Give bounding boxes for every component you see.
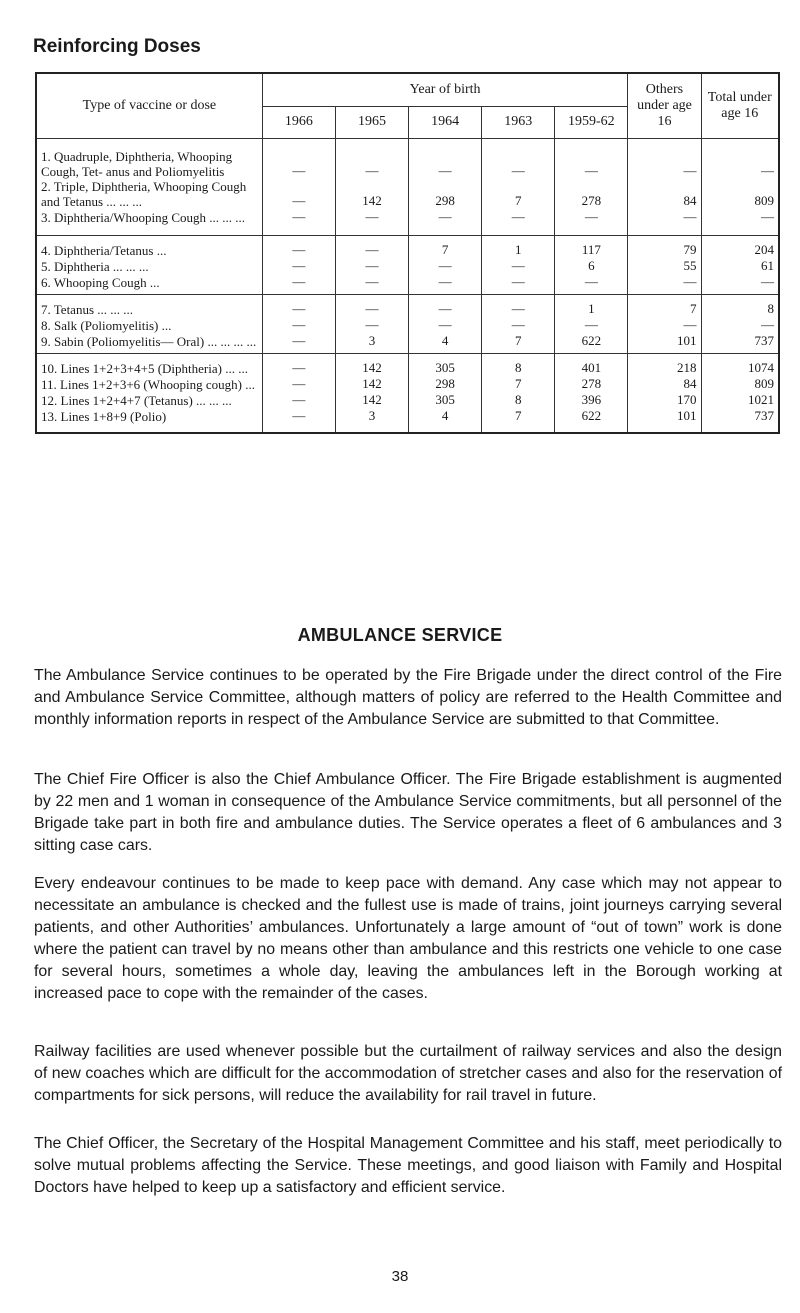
year-cell: — bbox=[262, 179, 335, 209]
others-cell: — bbox=[628, 317, 701, 333]
table-row bbox=[36, 294, 779, 317]
year-cell: — bbox=[409, 258, 482, 274]
year-cell: — bbox=[262, 209, 335, 236]
year-cell: — bbox=[409, 209, 482, 236]
year-cell: — bbox=[335, 294, 408, 317]
table-row bbox=[36, 209, 779, 236]
year-cell: 305 bbox=[409, 392, 482, 408]
table-row bbox=[36, 333, 779, 354]
year-cell: 8 bbox=[482, 353, 555, 376]
year-cell: 7 bbox=[482, 408, 555, 433]
row-label: 12. Lines 1+2+4+7 (Tetanus) ... ... ... bbox=[36, 392, 262, 408]
year-cell: — bbox=[262, 317, 335, 333]
total-cell: — bbox=[701, 138, 779, 179]
row-label: 7. Tetanus ... ... ... bbox=[36, 294, 262, 317]
col-header-year-of-birth: Year of birth bbox=[262, 73, 628, 106]
total-cell: 8 bbox=[701, 294, 779, 317]
others-cell: — bbox=[628, 274, 701, 295]
col-header-others: Others under age 16 bbox=[628, 73, 701, 138]
row-label: 11. Lines 1+2+3+6 (Whooping cough) ... bbox=[36, 376, 262, 392]
year-cell: 117 bbox=[555, 235, 628, 258]
year-cell: — bbox=[335, 235, 408, 258]
year-cell: — bbox=[555, 274, 628, 295]
year-cell: 142 bbox=[335, 376, 408, 392]
table-row bbox=[36, 235, 779, 258]
table-row bbox=[36, 274, 779, 295]
table-row bbox=[36, 392, 779, 408]
col-header-year: 1965 bbox=[335, 106, 408, 138]
paragraph: Every endeavour continues to be made to keep pace with demand. Any case which may not appear to necessitate an ambulance is checked and the fullest use is made of trains, joint journeys carrying several patients, and other Authorities’ ambulances. Unfortunately a large amount of “out of town” work is done where the patient can travel by no means other than ambulance and this restricts one vehicle to one case for several hours, sometimes a whole day, leaving the ambulances left in the Borough working at increased pace to cope with the remainder of the cases. bbox=[34, 875, 782, 1002]
year-cell: 622 bbox=[555, 408, 628, 433]
col-header-total: Total under age 16 bbox=[701, 73, 779, 138]
others-cell: — bbox=[628, 138, 701, 179]
year-cell: 622 bbox=[555, 333, 628, 354]
section-title: AMBULANCE SERVICE bbox=[297, 625, 503, 645]
paragraph: Railway facilities are used whenever possible but the curtailment of railway services and also the design of new coaches which are difficult for the accommodation of stretcher cases and also for the reservation of compartments for sick persons, will reduce the availability for rail travel in future. bbox=[34, 1043, 782, 1104]
total-cell: 809 bbox=[701, 179, 779, 209]
year-cell: — bbox=[409, 317, 482, 333]
year-cell: 7 bbox=[482, 376, 555, 392]
year-cell: — bbox=[555, 209, 628, 236]
row-label: 13. Lines 1+8+9 (Polio) bbox=[36, 408, 262, 433]
page-heading: Reinforcing Doses bbox=[33, 36, 201, 57]
year-cell: 298 bbox=[409, 376, 482, 392]
year-cell: — bbox=[409, 274, 482, 295]
row-label: 6. Whooping Cough ... bbox=[36, 274, 262, 295]
table-row bbox=[36, 376, 779, 392]
year-cell: 396 bbox=[555, 392, 628, 408]
total-cell: 61 bbox=[701, 258, 779, 274]
year-cell: 8 bbox=[482, 392, 555, 408]
year-cell: 142 bbox=[335, 392, 408, 408]
year-cell: — bbox=[482, 294, 555, 317]
year-cell: — bbox=[335, 274, 408, 295]
year-cell: — bbox=[335, 258, 408, 274]
total-cell: — bbox=[701, 274, 779, 295]
paragraph: The Chief Officer, the Secretary of the Hospital Management Committee and his staff, meet periodically to solve mutual problems affecting the Service. These meetings, and good liaison with Family and Hospital Doctors have helped to keep up a satisfactory and efficient service. bbox=[34, 1135, 782, 1196]
year-cell: — bbox=[482, 258, 555, 274]
reinforcing-doses-table bbox=[35, 72, 780, 434]
table-row bbox=[36, 353, 779, 376]
year-cell: — bbox=[262, 392, 335, 408]
table-row bbox=[36, 408, 779, 433]
year-cell: — bbox=[335, 209, 408, 236]
year-cell: — bbox=[262, 333, 335, 354]
year-cell: 142 bbox=[335, 353, 408, 376]
year-cell: 3 bbox=[335, 333, 408, 354]
others-cell: 79 bbox=[628, 235, 701, 258]
row-label: 4. Diphtheria/Tetanus ... bbox=[36, 235, 262, 258]
year-cell: — bbox=[262, 408, 335, 433]
year-cell: 278 bbox=[555, 376, 628, 392]
year-cell: 401 bbox=[555, 353, 628, 376]
table-row bbox=[36, 179, 779, 209]
year-cell: — bbox=[262, 258, 335, 274]
col-header-type: Type of vaccine or dose bbox=[36, 73, 262, 138]
year-cell: 278 bbox=[555, 179, 628, 209]
year-cell: — bbox=[262, 376, 335, 392]
others-cell: 84 bbox=[628, 179, 701, 209]
others-cell: 55 bbox=[628, 258, 701, 274]
col-header-year: 1959-62 bbox=[555, 106, 628, 138]
others-cell: — bbox=[628, 209, 701, 236]
row-label: 9. Sabin (Poliomyelitis— Oral) ... ... ... ... bbox=[36, 333, 262, 354]
row-label: 1. Quadruple, Diphtheria, Whooping Cough, Tet- anus and Poliomyelitis bbox=[36, 138, 262, 179]
year-cell: — bbox=[482, 138, 555, 179]
others-cell: 218 bbox=[628, 353, 701, 376]
others-cell: 84 bbox=[628, 376, 701, 392]
year-cell: 142 bbox=[335, 179, 408, 209]
table-row bbox=[36, 317, 779, 333]
total-cell: 1021 bbox=[701, 392, 779, 408]
row-label: 5. Diphtheria ... ... ... bbox=[36, 258, 262, 274]
year-cell: — bbox=[555, 138, 628, 179]
year-cell: — bbox=[262, 294, 335, 317]
year-cell: 7 bbox=[409, 235, 482, 258]
table-row bbox=[36, 138, 779, 179]
year-cell: — bbox=[262, 138, 335, 179]
page-number: 38 bbox=[391, 1268, 409, 1285]
year-cell: — bbox=[335, 317, 408, 333]
year-cell: — bbox=[262, 274, 335, 295]
year-cell: 298 bbox=[409, 179, 482, 209]
year-cell: 4 bbox=[409, 408, 482, 433]
paragraph: The Ambulance Service continues to be operated by the Fire Brigade under the direct control of the Fire and Ambulance Service Committee, although matters of policy are referred to the Health Committee and monthly information reports in respect of the Ambulance Service are submitted to that Committee. bbox=[34, 667, 782, 728]
row-label: 8. Salk (Poliomyelitis) ... bbox=[36, 317, 262, 333]
year-cell: 3 bbox=[335, 408, 408, 433]
row-label: 10. Lines 1+2+3+4+5 (Diphtheria) ... ... bbox=[36, 353, 262, 376]
year-cell: — bbox=[262, 353, 335, 376]
year-cell: 6 bbox=[555, 258, 628, 274]
others-cell: 101 bbox=[628, 333, 701, 354]
total-cell: 737 bbox=[701, 408, 779, 433]
year-cell: — bbox=[262, 235, 335, 258]
year-cell: — bbox=[482, 317, 555, 333]
year-cell: 1 bbox=[482, 235, 555, 258]
total-cell: 809 bbox=[701, 376, 779, 392]
year-cell: — bbox=[555, 317, 628, 333]
year-cell: — bbox=[482, 274, 555, 295]
year-cell: — bbox=[409, 138, 482, 179]
year-cell: 4 bbox=[409, 333, 482, 354]
row-label: 3. Diphtheria/Whooping Cough ... ... ... bbox=[36, 209, 262, 236]
others-cell: 7 bbox=[628, 294, 701, 317]
table-row bbox=[36, 258, 779, 274]
year-cell: 7 bbox=[482, 179, 555, 209]
col-header-year: 1964 bbox=[409, 106, 482, 138]
year-cell: 305 bbox=[409, 353, 482, 376]
year-cell: — bbox=[482, 209, 555, 236]
year-cell: 1 bbox=[555, 294, 628, 317]
others-cell: 170 bbox=[628, 392, 701, 408]
total-cell: — bbox=[701, 209, 779, 236]
total-cell: 737 bbox=[701, 333, 779, 354]
col-header-year: 1966 bbox=[262, 106, 335, 138]
paragraph: The Chief Fire Officer is also the Chief Ambulance Officer. The Fire Brigade establishment is augmented by 22 men and 1 woman in consequence of the Ambulance Service commitments, but all personnel of the Brigade take part in both fire and ambulance duties. The Service operates a fleet of 6 ambulances and 3 sitting case cars. bbox=[34, 771, 782, 854]
row-label: 2. Triple, Diphtheria, Whooping Cough and Tetanus ... ... ... bbox=[36, 179, 262, 209]
others-cell: 101 bbox=[628, 408, 701, 433]
table-body bbox=[36, 138, 779, 433]
year-cell: — bbox=[409, 294, 482, 317]
col-header-year: 1963 bbox=[482, 106, 555, 138]
total-cell: — bbox=[701, 317, 779, 333]
year-cell: — bbox=[335, 138, 408, 179]
total-cell: 204 bbox=[701, 235, 779, 258]
year-cell: 7 bbox=[482, 333, 555, 354]
total-cell: 1074 bbox=[701, 353, 779, 376]
